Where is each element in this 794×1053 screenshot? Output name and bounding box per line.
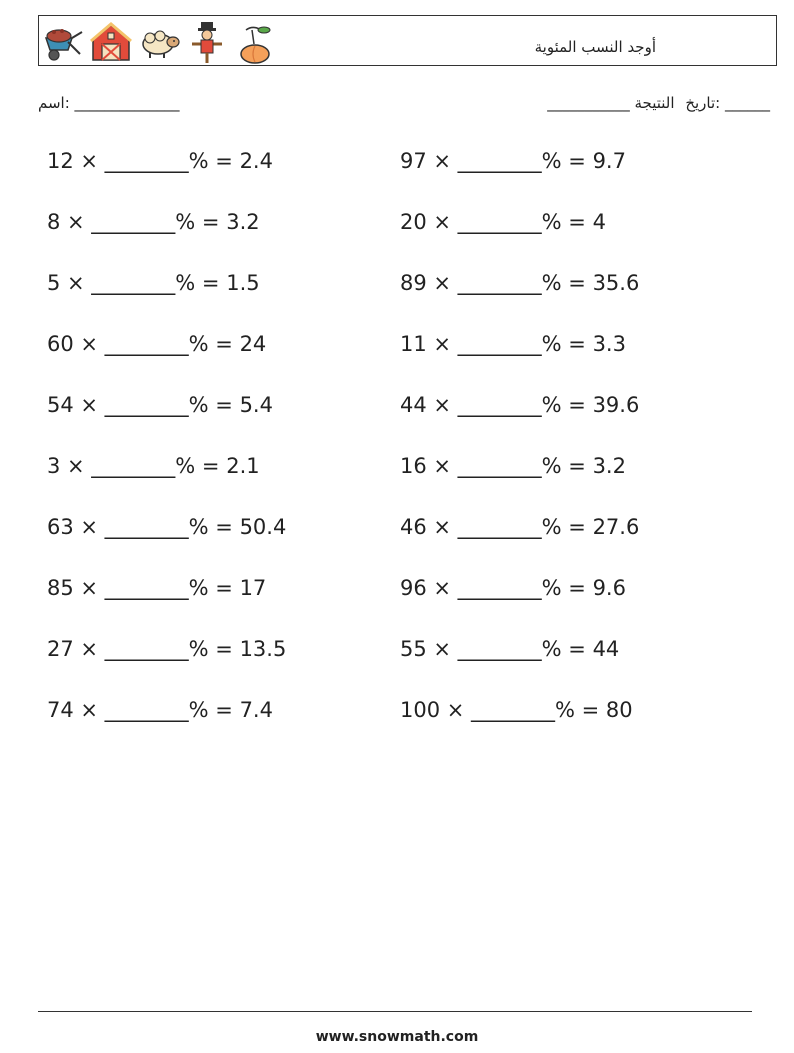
- worksheet-title: أوجد النسب المئوية: [534, 38, 656, 56]
- problem-item: 96 × ________% = 9.6: [400, 576, 626, 600]
- problem-item: 55 × ________% = 44: [400, 637, 620, 661]
- problem-item: 89 × ________% = 35.6: [400, 271, 640, 295]
- peach-icon: [234, 20, 276, 64]
- wheelbarrow-icon: [42, 20, 84, 64]
- problem-item: 8 × ________% = 3.2: [47, 210, 260, 234]
- problem-item: 97 × ________% = 9.7: [400, 149, 626, 173]
- footer-divider: [38, 1011, 752, 1012]
- worksheet-header: [38, 15, 777, 66]
- problem-item: 100 × ________% = 80: [400, 698, 633, 722]
- problem-item: 5 × ________% = 1.5: [47, 271, 260, 295]
- problem-item: 46 × ________% = 27.6: [400, 515, 640, 539]
- problem-item: 27 × ________% = 13.5: [47, 637, 287, 661]
- barn-icon: [90, 20, 132, 64]
- problem-item: 16 × ________% = 3.2: [400, 454, 626, 478]
- name-field: ______________ :اسم: [38, 94, 180, 112]
- problem-item: 11 × ________% = 3.3: [400, 332, 626, 356]
- problem-item: 44 × ________% = 39.6: [400, 393, 640, 417]
- footer-url[interactable]: www.snowmath.com: [315, 1029, 479, 1045]
- sheep-icon: [138, 20, 180, 64]
- problem-item: 3 × ________% = 2.1: [47, 454, 260, 478]
- problem-item: 74 × ________% = 7.4: [47, 698, 273, 722]
- problem-item: 63 × ________% = 50.4: [47, 515, 287, 539]
- date-field: ______ :تاريخ: [685, 94, 770, 112]
- date-score-fields: [541, 94, 770, 112]
- problem-item: 60 × ________% = 24: [47, 332, 267, 356]
- problem-item: 85 × ________% = 17: [47, 576, 267, 600]
- header-icons: [42, 20, 276, 64]
- problem-item: 12 × ________% = 2.4: [47, 149, 273, 173]
- problem-item: 20 × ________% = 4: [400, 210, 606, 234]
- problem-item: 54 × ________% = 5.4: [47, 393, 273, 417]
- score-field: النتيجة ___________: [547, 94, 675, 112]
- scarecrow-icon: [186, 20, 228, 64]
